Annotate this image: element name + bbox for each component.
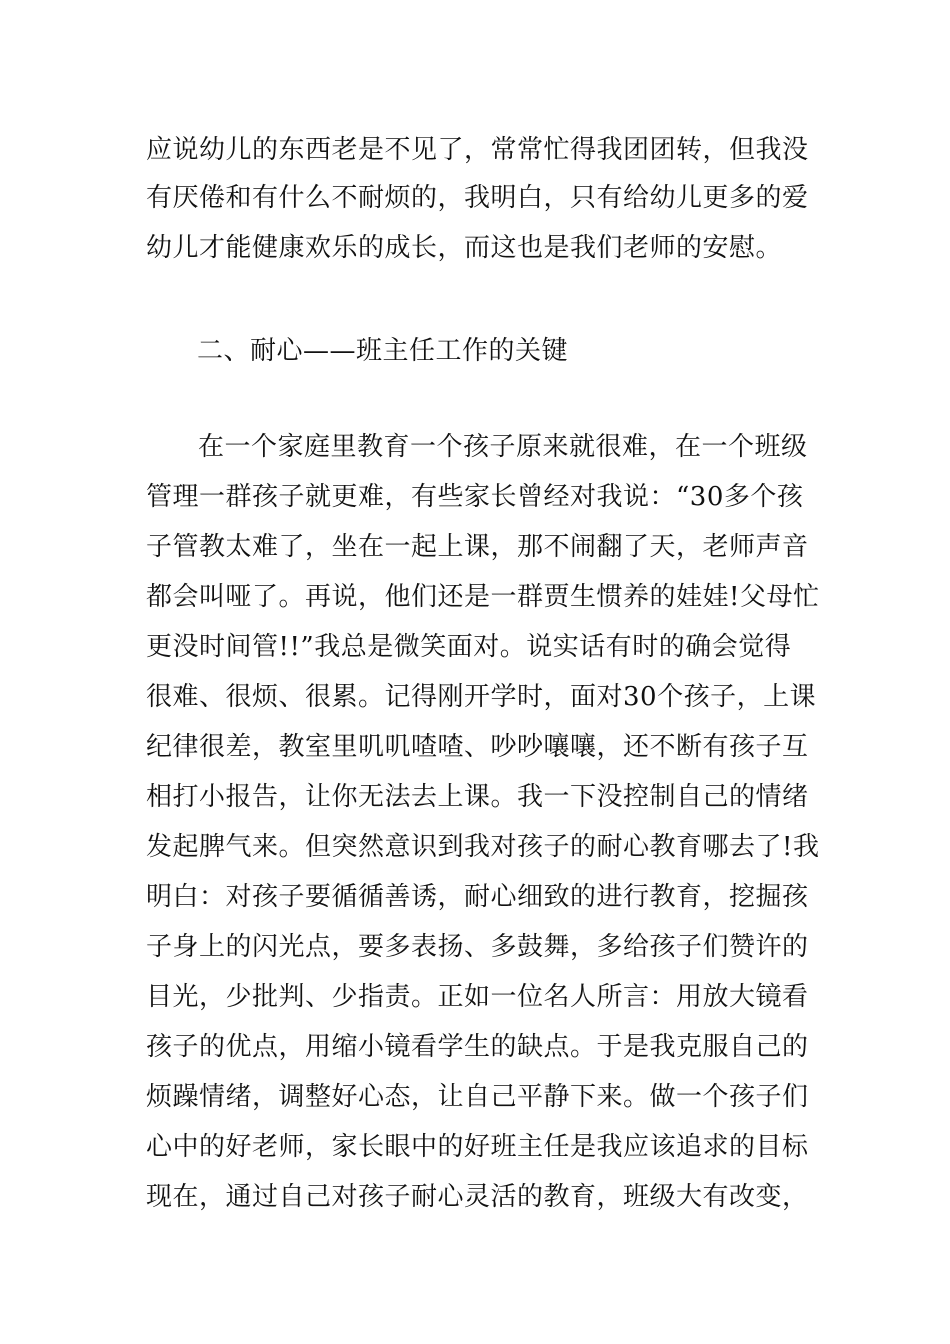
paragraph-2-line-2: 管理一群孩子就更难，有些家长曾经对我说：“30多个孩 (146, 482, 804, 512)
paragraph-2-line-9: 发起脾气来。但突然意识到我对孩子的耐心教育哪去了!我 (146, 832, 820, 862)
section-heading: 二、耐心——班主任工作的关键 (197, 336, 569, 366)
paragraph-2-line-6: 很难、很烦、很累。记得刚开学时，面对30个孩子，上课 (146, 682, 817, 712)
paragraph-1-line-2: 有厌倦和有什么不耐烦的，我明白，只有给幼儿更多的爱 (146, 183, 809, 213)
paragraph-2-line-14: 烦躁情绪，调整好心态，让自己平静下来。做一个孩子们 (146, 1082, 809, 1112)
paragraph-2-line-1: 在一个家庭里教育一个孩子原来就很难，在一个班级 (198, 432, 808, 462)
paragraph-2-line-15: 心中的好老师，家长眼中的好班主任是我应该追求的目标 (146, 1132, 809, 1162)
paragraph-2-line-10: 明白：对孩子要循循善诱，耐心细致的进行教育，挖掘孩 (146, 882, 809, 912)
paragraph-2-line-16: 现在，通过自己对孩子耐心灵活的教育，班级大有改变， (146, 1182, 809, 1212)
paragraph-2-line-13: 孩子的优点，用缩小镜看学生的缺点。于是我克服自己的 (146, 1032, 809, 1062)
paragraph-2-line-12: 目光，少批判、少指责。正如一位名人所言：用放大镜看 (146, 982, 809, 1012)
paragraph-2-line-7: 纪律很差，教室里叽叽喳喳、吵吵嚷嚷，还不断有孩子互 (146, 732, 809, 762)
paragraph-2-line-11: 子身上的闪光点，要多表扬、多鼓舞，多给孩子们赞许的 (146, 932, 809, 962)
paragraph-2-line-4: 都会叫哑了。再说，他们还是一群贾生惯养的娃娃!父母忙 (146, 582, 820, 612)
paragraph-1-line-3: 幼儿才能健康欢乐的成长，而这也是我们老师的安慰。 (146, 233, 783, 263)
paragraph-1-line-1: 应说幼儿的东西老是不见了，常常忙得我团团转，但我没 (146, 135, 809, 165)
paragraph-2-line-8: 相打小报告，让你无法去上课。我一下没控制自己的情绪 (146, 782, 809, 812)
paragraph-2-line-5: 更没时间管!!”我总是微笑面对。说实话有时的确会觉得 (146, 632, 792, 662)
paragraph-2-line-3: 子管教太难了，坐在一起上课，那不闹翻了天，老师声音 (146, 532, 809, 562)
